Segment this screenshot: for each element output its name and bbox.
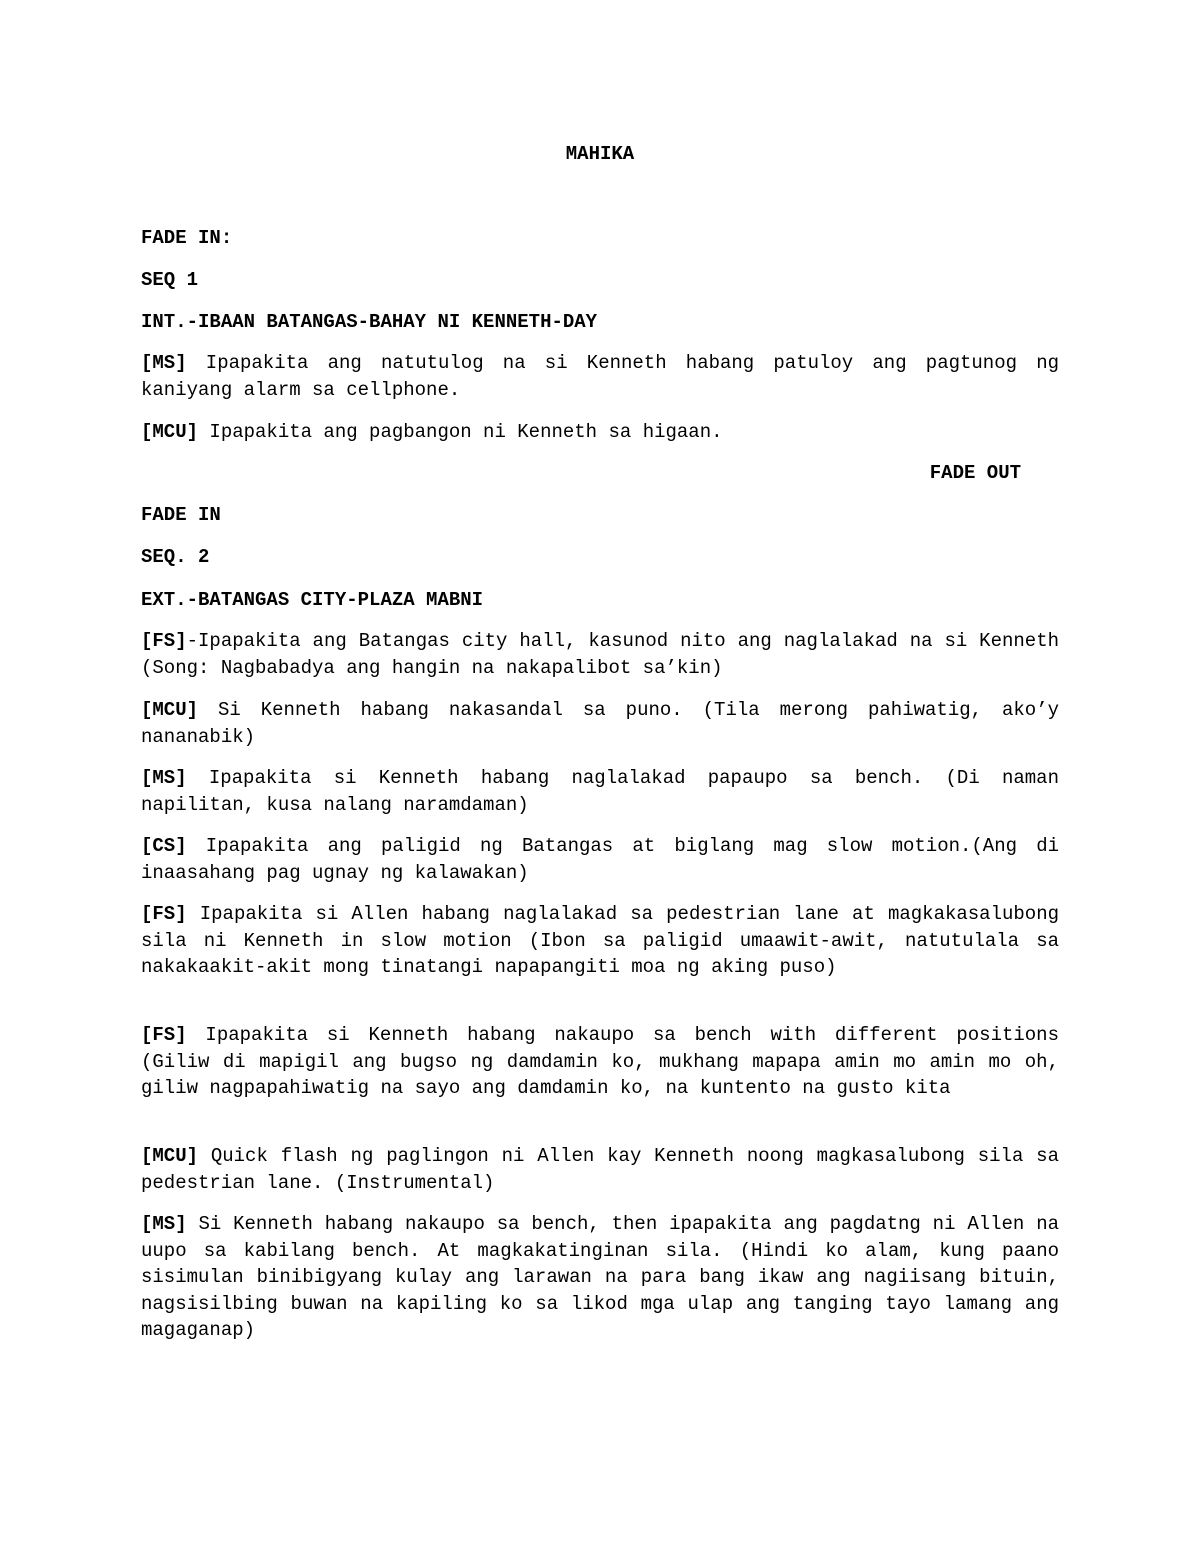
fade-in-heading: FADE IN: [141, 227, 233, 249]
shot-description: Si Kenneth habang nakasandal sa puno. (Tila merong pahiwatig, ako’y nananabik) [141, 699, 1059, 748]
shot-paragraph [141, 765, 1059, 818]
sequence-heading: SEQ 1 [141, 269, 199, 291]
shot-tag: [MS] [141, 1213, 187, 1235]
shot-tag: [MS] [141, 352, 187, 374]
shot-tag: [MCU] [141, 421, 199, 443]
shot-description: Ipapakita ang natutulog na si Kenneth habang patuloy ang pagtunog ng kaniyang alarm sa cellphone. [141, 352, 1059, 401]
shot-paragraph [141, 697, 1059, 750]
shot-description: Quick flash ng paglingon ni Allen kay Kenneth noong magkasalubong sila sa pedestrian lane. (Instrumental) [141, 1145, 1059, 1194]
shot-paragraph [141, 419, 1059, 446]
shot-tag: [FS] [141, 630, 187, 652]
shot-paragraph [141, 901, 1059, 981]
shot-tag: [FS] [141, 1024, 187, 1046]
shot-paragraph [141, 628, 1059, 681]
shot-tag: [MCU] [141, 1145, 199, 1167]
transition-fade-out: FADE OUT [929, 462, 1021, 484]
shot-description: -Ipapakita ang Batangas city hall, kasunod nito ang naglalakad na si Kenneth (Song: Nagbabadya ang hangin na nakapalibot sa’kin) [141, 630, 1059, 679]
shot-description: Ipapakita si Allen habang naglalakad sa pedestrian lane at magkakasalubong sila ni Kenneth in slow motion (Ibon sa paligid umaawit-awit, natutulala sa nakakaakit-akit mong tinatangi napapangiti moa ng aking puso) [141, 903, 1059, 978]
shot-paragraph [141, 833, 1059, 886]
shot-description: Ipapakita ang paligid ng Batangas at biglang mag slow motion.(Ang di inaasahang pag ugnay ng kalawakan) [141, 835, 1059, 884]
scene-heading: INT.-IBAAN BATANGAS-BAHAY NI KENNETH-DAY [141, 311, 598, 333]
shot-tag: [CS] [141, 835, 187, 857]
shot-tag: [MCU] [141, 699, 199, 721]
shot-description: Ipapakita si Kenneth habang naglalakad papaupo sa bench. (Di naman napilitan, kusa nalang naramdaman) [141, 767, 1059, 816]
shot-paragraph [141, 1211, 1059, 1344]
sequence-heading: SEQ. 2 [141, 546, 210, 568]
shot-description: Si Kenneth habang nakaupo sa bench, then ipapakita ang pagdatng ni Allen na uupo sa kabilang bench. At magkakatinginan sila. (Hindi ko alam, kung paano sisimulan binibigyang kulay ang larawan na para bang ikaw ang nagiisang bituin, nagsisilbing buwan na kapiling ko sa likod mga ulap ang tanging tayo lamang ang magaganap) [141, 1213, 1059, 1341]
shot-tag: [MS] [141, 767, 187, 789]
shot-paragraph [141, 1022, 1059, 1102]
fade-in-heading: FADE IN [141, 504, 221, 526]
document-title: MAHIKA [565, 143, 635, 165]
shot-description: Ipapakita ang pagbangon ni Kenneth sa higaan. [198, 421, 723, 443]
shot-description: Ipapakita si Kenneth habang nakaupo sa bench with different positions (Giliw di mapigil ang bugso ng damdamin ko, mukhang mapapa amin mo amin mo oh, giliw nagpapahiwatig na sayo ang damdamin ko, na kuntento na gusto kita [141, 1024, 1059, 1099]
scene-heading: EXT.-BATANGAS CITY-PLAZA MABNI [141, 589, 484, 611]
shot-tag: [FS] [141, 903, 187, 925]
shot-paragraph [141, 350, 1059, 403]
shot-paragraph [141, 1143, 1059, 1196]
